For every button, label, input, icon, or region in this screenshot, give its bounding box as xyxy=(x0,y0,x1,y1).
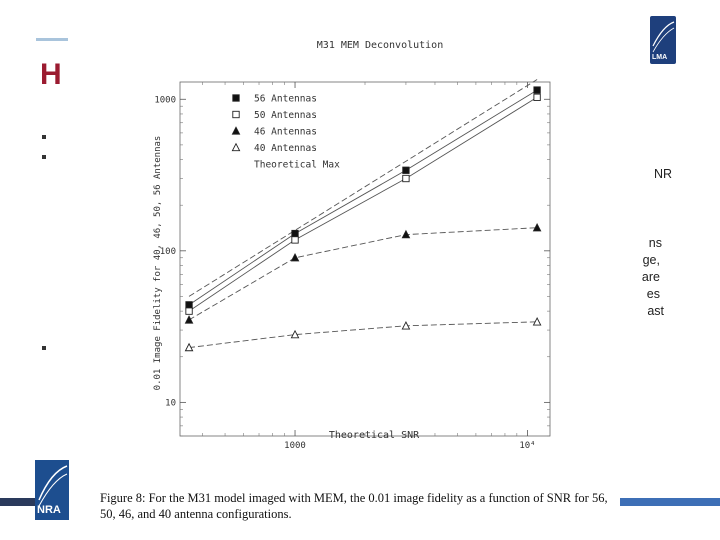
data-point-series-2 xyxy=(185,316,192,323)
bullet-marker xyxy=(42,135,46,139)
data-point-series-0 xyxy=(292,230,298,236)
legend-label-1: 50 Antennas xyxy=(254,110,317,121)
y-tick-label: 10 xyxy=(165,398,176,409)
text-fragment: ns xyxy=(648,236,662,250)
data-point-series-0 xyxy=(534,87,540,93)
legend-marker-2 xyxy=(232,127,239,134)
y-tick-label: 100 xyxy=(159,246,176,257)
title-accent-line xyxy=(36,38,68,41)
plot-frame xyxy=(180,82,550,436)
footer-bar xyxy=(0,498,35,506)
x-tick-label: 1000 xyxy=(284,441,306,451)
fidelity-chart xyxy=(96,28,620,468)
text-fragment: NR xyxy=(653,167,672,181)
series-line-2 xyxy=(189,228,537,320)
nrao-logo xyxy=(35,460,69,520)
data-point-series-2 xyxy=(291,254,298,261)
data-point-series-1 xyxy=(186,308,192,314)
alma-logo-text: LMA xyxy=(652,54,668,61)
legend-label-3: 40 Antennas xyxy=(254,143,317,154)
x-axis-label: Theoretical SNR xyxy=(328,430,420,441)
x-tick-label: 10⁴ xyxy=(519,441,536,451)
chart-title: M31 MEM Deconvolution xyxy=(316,40,444,51)
y-axis-label: 0.01 Image Fidelity for 40, 46, 50, 56 Antennas xyxy=(153,135,163,391)
data-point-series-0 xyxy=(403,167,409,173)
text-fragment: ge, xyxy=(642,253,660,267)
series-line-3 xyxy=(189,322,537,348)
nrao-logo-text: NRA xyxy=(37,504,61,516)
data-point-series-1 xyxy=(403,175,409,181)
slide-title: H xyxy=(40,58,62,91)
series-line-4 xyxy=(189,80,537,297)
figure-caption: Figure 8: For the M31 model imaged with MEM, the 0.01 image fidelity as a function of SNR for 56, 50, 46, and 40 antenna configurations. xyxy=(100,491,608,521)
text-fragment: are xyxy=(641,270,660,284)
y-tick-label: 1000 xyxy=(154,95,176,106)
data-point-series-0 xyxy=(186,302,192,308)
legend-label-2: 46 Antennas xyxy=(254,126,317,138)
alma-logo xyxy=(650,16,676,64)
legend-marker-1 xyxy=(233,111,239,117)
legend-marker-0 xyxy=(233,95,239,101)
text-fragment: ast xyxy=(647,304,664,318)
legend-label-0: 56 Antennas xyxy=(254,93,317,105)
bullet-marker xyxy=(42,346,46,350)
bullet-marker xyxy=(42,155,46,159)
legend-marker-3 xyxy=(232,144,239,151)
data-point-series-1 xyxy=(534,94,540,100)
text-fragment: es xyxy=(646,287,660,301)
series-line-0 xyxy=(189,90,537,305)
data-point-series-1 xyxy=(292,237,298,243)
series-line-1 xyxy=(189,97,537,311)
legend-label-4: Theoretical Max xyxy=(254,159,340,171)
figure-image xyxy=(96,28,620,526)
